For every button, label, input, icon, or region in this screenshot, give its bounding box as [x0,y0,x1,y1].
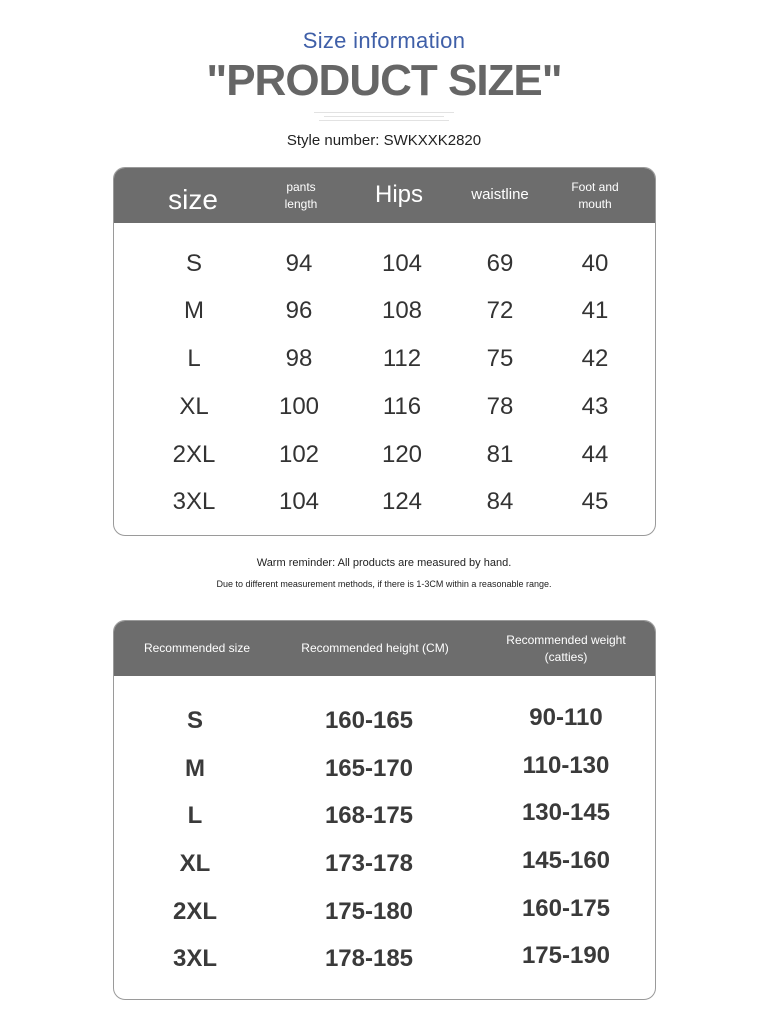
recommendation-table-header [114,621,655,676]
table-row [114,431,655,479]
cell-foot-and-mouth: 45 [581,488,609,515]
cell-waistline: 84 [486,488,514,515]
cell-recommended-size: XL [179,850,211,877]
cell-size: M [184,297,204,324]
size-table-header [114,168,655,223]
header-foot-and-mouth: Foot and mouth [571,180,619,211]
cell-hips: 116 [382,393,422,420]
cell-recommended-weight: 110-130 [522,752,610,779]
warm-reminder-text: Warm reminder: All products are measured by hand. [256,557,512,569]
cell-size: L [187,345,201,372]
page-title: "PRODUCT SIZE" [206,56,562,105]
cell-recommended-height: 160-165 [324,707,414,734]
cell-waistline: 81 [486,441,514,468]
cell-hips: 108 [381,297,423,324]
cell-recommended-weight: 90-110 [529,704,603,731]
cell-waistline: 75 [486,345,514,372]
cell-foot-and-mouth: 40 [581,250,609,277]
cell-recommended-weight: 130-145 [521,799,611,826]
cell-recommended-size: S [186,707,203,734]
cell-foot-and-mouth: 44 [581,441,609,468]
cell-recommended-weight: 160-175 [521,895,611,922]
cell-waistline: 78 [486,393,514,420]
table-row [114,383,655,431]
cell-recommended-size: L [187,802,203,829]
header-size: size [168,183,218,215]
table-row [114,287,655,335]
cell-recommended-size: 3XL [172,945,217,972]
cell-hips: 120 [381,441,423,468]
cell-foot-and-mouth: 43 [581,393,609,420]
cell-foot-and-mouth: 41 [581,297,609,324]
cell-recommended-height: 165-170 [324,755,414,782]
cell-pants-length: 100 [278,393,320,420]
header-hips: Hips [374,181,423,209]
cell-pants-length: 102 [278,441,320,468]
cell-waistline: 69 [486,250,514,277]
cell-pants-length: 98 [285,345,313,372]
cell-size: S [185,250,202,277]
cell-recommended-height: 168-175 [324,802,414,829]
recommendation-table [113,620,656,1000]
table-row [114,888,655,936]
cell-pants-length: 94 [285,250,313,277]
cell-recommended-weight: 145-160 [521,847,611,874]
cell-recommended-weight: 175-190 [521,942,611,969]
cell-pants-length: 96 [285,297,313,324]
header-recommended-weight: Recommended weight (catties) [506,633,626,664]
table-row [114,697,655,745]
cell-pants-length: 104 [278,488,320,515]
cell-size: 3XL [172,488,216,515]
cell-foot-and-mouth: 42 [581,345,609,372]
cell-recommended-height: 178-185 [324,945,414,972]
header-recommended-size: Recommended size [143,641,251,656]
cell-size: 2XL [172,441,216,468]
cell-recommended-height: 173-178 [324,850,414,877]
table-row [114,792,655,840]
header-pants-length: pants length [284,180,318,211]
table-row [114,335,655,383]
table-row [114,240,655,288]
table-row [114,478,655,526]
table-row [114,745,655,793]
measurement-note-text: Due to different measurement methods, if there is 1-3CM within a reasonable range. [216,579,552,589]
table-row [114,840,655,888]
section-subtitle: Size information [302,28,466,53]
cell-size: XL [179,393,209,420]
cell-hips: 112 [382,345,422,372]
cell-recommended-size: 2XL [172,898,217,925]
header-waistline: waistline [471,186,529,204]
size-table [113,167,656,536]
header-recommended-height: Recommended height (CM) [301,641,449,656]
cell-recommended-size: M [185,755,205,782]
cell-hips: 104 [381,250,423,277]
cell-recommended-height: 175-180 [324,898,414,925]
style-number: Style number: SWKXXK2820 [286,132,482,149]
cell-hips: 124 [381,488,423,515]
decorative-fine-text-lines [310,112,458,124]
table-row [114,935,655,983]
cell-waistline: 72 [486,297,514,324]
